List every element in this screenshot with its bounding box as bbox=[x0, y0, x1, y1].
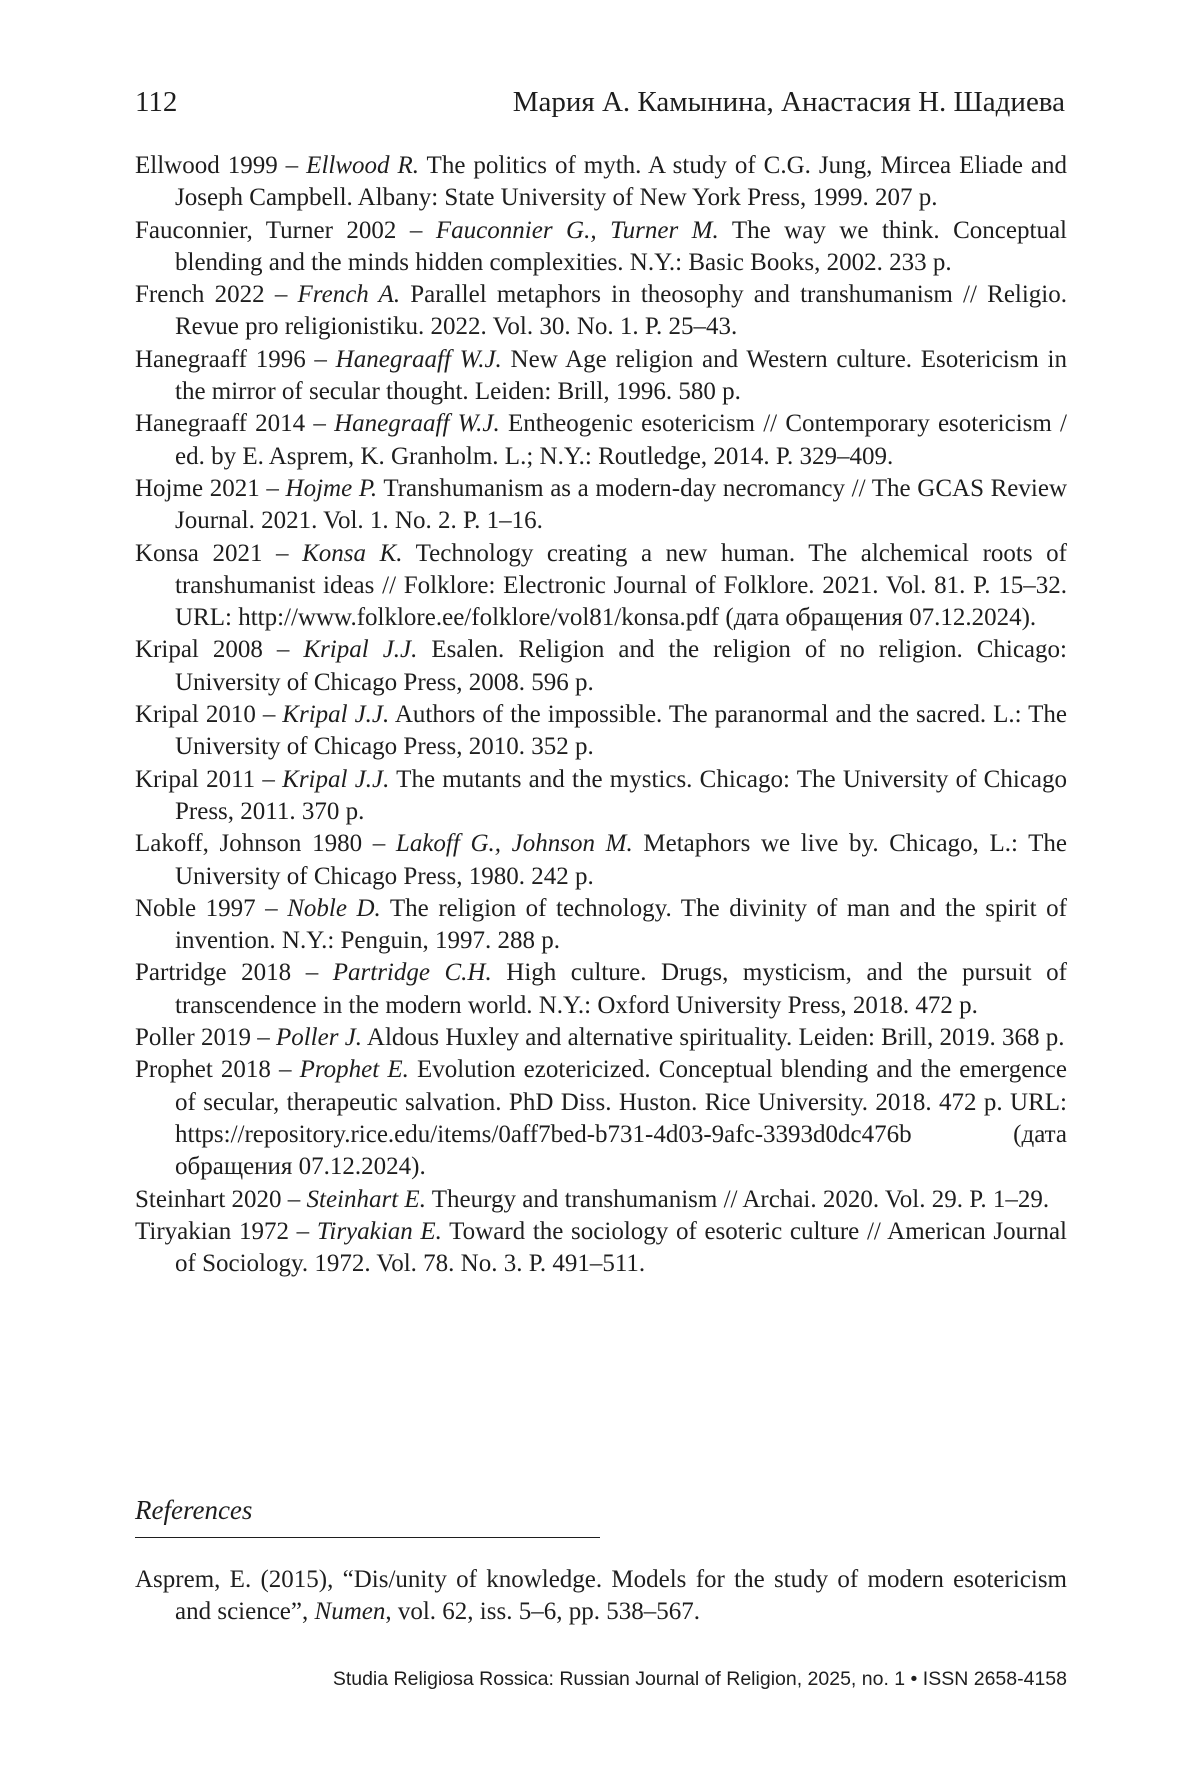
entry-key: Hojme 2021 – bbox=[135, 474, 286, 502]
entry-author: Poller J. bbox=[275, 1024, 363, 1052]
entry-author: Prophet E. bbox=[299, 1056, 409, 1084]
references-list bbox=[135, 1564, 1067, 1629]
bibliography-entry bbox=[135, 279, 1067, 344]
entry-key: Hanegraaff 1996 – bbox=[135, 345, 336, 373]
entry-key: Konsa 2021 – bbox=[135, 539, 303, 567]
entry-text: Theurgy and transhumanism // Archai. 2020. Vol. 29. P. 1–29. bbox=[425, 1185, 1050, 1213]
reference-journal: Numen bbox=[314, 1598, 386, 1626]
entry-text: Transhumanism as a modern-day necromancy // The GCAS Review Journal. 2021. Vol. 1. No. 2. P. 1–16. bbox=[175, 474, 1068, 535]
entry-key: Lakoff, Johnson 1980 – bbox=[135, 830, 396, 858]
entry-author: Kripal J.J. bbox=[303, 636, 418, 664]
entry-key: Kripal 2008 – bbox=[135, 636, 304, 664]
reference-entry bbox=[135, 1564, 1067, 1629]
entry-author: Hanegraaff W.J. bbox=[335, 345, 502, 373]
references-rule bbox=[135, 1537, 600, 1538]
entry-key: Partridge 2018 – bbox=[135, 959, 333, 987]
entry-key: Tiryakian 1972 – bbox=[135, 1217, 317, 1245]
entry-text: Authors of the impossible. The paranormal and the sacred. L.: The University of Chicago Press, 2010. 352 p. bbox=[175, 701, 1067, 761]
bibliography-entry bbox=[135, 893, 1067, 958]
entry-author: Fauconnier G., Turner M. bbox=[435, 216, 719, 244]
entry-author: Konsa K. bbox=[302, 539, 403, 567]
entry-author: Lakoff G., Johnson M. bbox=[395, 830, 633, 858]
bibliography-entry bbox=[135, 699, 1067, 764]
entry-key: Kripal 2010 – bbox=[135, 701, 283, 729]
page-number: 112 bbox=[135, 86, 178, 118]
bibliography-entry bbox=[135, 828, 1067, 893]
references-heading: References bbox=[135, 1495, 253, 1525]
entry-text: Toward the sociology of esoteric culture // American Journal of Sociology. 1972. Vol. 78. No. 3. P. 491–511. bbox=[175, 1217, 1067, 1278]
entry-author: Hojme P. bbox=[285, 474, 378, 502]
reference-text: Asprem, E. (2015), “Dis/unity of knowledge. Models for the study of modern esotericism and science”, bbox=[135, 1566, 1067, 1626]
bibliography-entry bbox=[135, 957, 1067, 1022]
entry-text: New Age religion and Western culture. Esotericism in the mirror of secular thought. Leiden: Brill, 1996. 580 p. bbox=[175, 345, 1067, 406]
bibliography-entry bbox=[135, 1054, 1067, 1183]
bibliography-entry bbox=[135, 1022, 1067, 1054]
entry-author: French A. bbox=[297, 281, 401, 309]
entry-text: Entheogenic esotericism // Contemporary esotericism / ed. by E. Asprem, K. Granholm. L.; N.Y.: Routledge, 2014. P. 329–409. bbox=[175, 410, 1067, 470]
bibliography-entry bbox=[135, 764, 1067, 829]
entry-text: The politics of myth. A study of C.G. Jung, Mircea Eliade and Joseph Campbell. Albany: State University of New York Press, 1999. 207 p. bbox=[175, 152, 1068, 212]
bibliography-entry bbox=[135, 150, 1067, 215]
entry-text: Aldous Huxley and alternative spirituality. Leiden: Brill, 2019. 368 p. bbox=[362, 1024, 1065, 1052]
entry-text: Technology creating a new human. The alchemical roots of transhumanist ideas // Folklore: Electronic Journal of Folklore. 2021. Vol. 81. P. 15–32. URL: http://www.folklore.ee/folklore/vol81/konsa.pdf (дата обращения 07.12.2024). bbox=[175, 539, 1067, 632]
bibliography-entry bbox=[135, 538, 1067, 635]
entry-text: The way we think. Conceptual blending and the minds hidden complexities. N.Y.: Basic Books, 2002. 233 p. bbox=[175, 216, 1067, 276]
entry-key: Poller 2019 – bbox=[135, 1024, 276, 1052]
bibliography-list bbox=[135, 150, 1067, 1280]
bibliography-entry bbox=[135, 473, 1067, 538]
entry-author: Hanegraaff W.J. bbox=[334, 410, 500, 438]
entry-text: Parallel metaphors in theosophy and transhumanism // Religio. Revue pro religionistiku. 2022. Vol. 30. No. 1. P. 25–43. bbox=[175, 281, 1067, 341]
entry-key: Kripal 2011 – bbox=[135, 765, 283, 793]
entry-key: Hanegraaff 2014 – bbox=[135, 410, 335, 438]
entry-author: Kripal J.J. bbox=[282, 701, 390, 729]
entry-text: Evolution ezotericized. Conceptual blending and the emergence of secular, therapeutic salvation. PhD Diss. Huston. Rice University. 2018. 472 p. URL: https://repository.rice.edu/items/0aff7bed-b731-4d03-9afc-3393d0dc476b (дата обращения 07.12.2024). bbox=[175, 1056, 1067, 1181]
entry-key: Ellwood 1999 – bbox=[135, 152, 307, 179]
bibliography-entry bbox=[135, 1184, 1067, 1216]
entry-author: Noble D. bbox=[287, 894, 381, 922]
entry-key: Prophet 2018 – bbox=[135, 1056, 300, 1084]
entry-text: High culture. Drugs, mysticism, and the pursuit of transcendence in the modern world. N.Y.: Oxford University Press, 2018. 472 p. bbox=[175, 959, 1067, 1019]
bibliography-entry bbox=[135, 408, 1067, 473]
running-head-authors: Мария А. Камынина, Анастасия Н. Шадиева bbox=[512, 86, 1065, 118]
entry-key: Noble 1997 – bbox=[135, 894, 288, 922]
reference-details: , vol. 62, iss. 5–6, pp. 538–567. bbox=[385, 1598, 700, 1626]
bibliography-entry bbox=[135, 634, 1067, 699]
entry-text: Esalen. Religion and the religion of no religion. Chicago: University of Chicago Press, 2008. 596 p. bbox=[175, 636, 1067, 696]
entry-author: Partridge C.H. bbox=[332, 959, 492, 987]
entry-author: Ellwood R. bbox=[306, 152, 420, 179]
entry-text: Metaphors we live by. Chicago, L.: The University of Chicago Press, 1980. 242 p. bbox=[175, 830, 1067, 890]
entry-text: The religion of technology. The divinity of man and the spirit of invention. N.Y.: Penguin, 1997. 288 p. bbox=[175, 894, 1067, 955]
entry-key: Fauconnier, Turner 2002 – bbox=[135, 216, 436, 244]
entry-key: Steinhart 2020 – bbox=[135, 1185, 307, 1213]
bibliography-entry bbox=[135, 215, 1067, 280]
running-head bbox=[135, 84, 1065, 120]
journal-footer: Studia Religiosa Rossica: Russian Journal of Religion, 2025, no. 1 • ISSN 2658-4158 bbox=[332, 1668, 1067, 1690]
bibliography-entry bbox=[135, 1216, 1067, 1281]
bibliography-entry bbox=[135, 344, 1067, 409]
entry-author: Steinhart E. bbox=[306, 1185, 426, 1213]
entry-author: Tiryakian E. bbox=[316, 1217, 442, 1245]
entry-author: Kripal J.J. bbox=[282, 765, 390, 793]
entry-key: French 2022 – bbox=[135, 281, 298, 309]
entry-text: The mutants and the mystics. Chicago: The University of Chicago Press, 2011. 370 p. bbox=[175, 765, 1067, 825]
